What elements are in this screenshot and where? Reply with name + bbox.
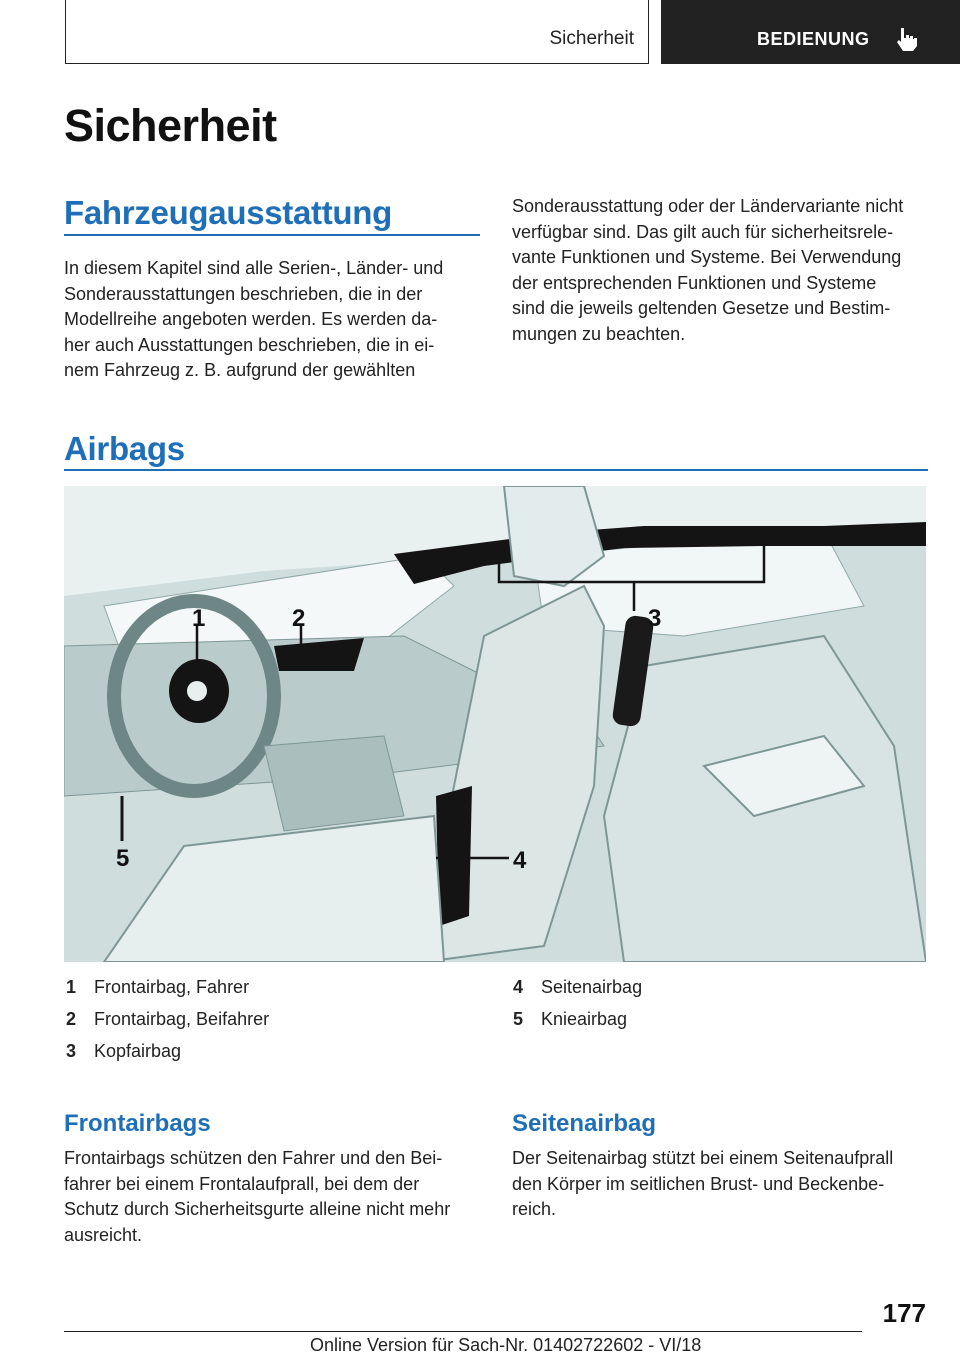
legend-number: 4 <box>513 977 524 997</box>
frontairbags-paragraph <box>64 1146 484 1248</box>
legend-text: Kopfairbag <box>94 1041 182 1061</box>
legend-text: Knieairbag <box>541 1009 628 1029</box>
section-heading-fahrzeugausstattung: Fahrzeugausstattung <box>64 194 392 231</box>
legend-item <box>513 1009 913 1041</box>
text-line: reich. <box>512 1199 557 1219</box>
text-line: mungen zu beachten. <box>512 323 686 344</box>
legend-item <box>66 1041 466 1073</box>
legend-number: 3 <box>66 1041 77 1061</box>
online-version-note: Online Version für Sach-Nr. 01402722602 - VI/18 <box>310 1335 702 1355</box>
airbag-illustration <box>64 486 926 962</box>
text-line: Schutz durch Sicherheitsgurte alleine nicht mehr <box>64 1199 451 1219</box>
intro-paragraph-right <box>512 194 932 347</box>
text-line: nem Fahrzeug z. B. aufgrund der gewählten <box>64 360 416 380</box>
callout-1: 1 <box>192 605 206 632</box>
legend-item <box>66 977 466 1009</box>
text-line: vante Funktionen und Systeme. Bei Verwendung <box>512 247 902 267</box>
legend-text: Frontairbag, Fahrer <box>94 977 250 997</box>
subheading-frontairbags: Frontairbags <box>64 1110 211 1137</box>
section-heading-airbags: Airbags <box>64 430 185 467</box>
legend-item <box>66 1009 466 1041</box>
footer-rule <box>64 1331 862 1332</box>
subheading-seitenairbag: Seitenairbag <box>512 1110 657 1137</box>
page-number: 177 <box>882 1298 926 1328</box>
intro-paragraph-left <box>64 256 480 384</box>
chapter-tab[interactable] <box>661 0 960 64</box>
legend-left <box>66 977 466 1073</box>
legend-right <box>513 977 913 1041</box>
text-line: sind die jeweils geltenden Gesetze und Bestim‐ <box>512 298 891 318</box>
callout-5: 5 <box>116 845 130 872</box>
legend-text: Frontairbag, Beifahrer <box>94 1009 270 1029</box>
hand-pointer-icon <box>895 26 919 52</box>
section-tab[interactable] <box>65 0 649 64</box>
text-line: Der Seitenairbag stützt bei einem Seitenaufprall <box>512 1148 894 1168</box>
section-rule <box>64 469 928 471</box>
legend-number: 1 <box>66 977 77 997</box>
text-line: her auch Ausstattungen beschrieben, die in ei‐ <box>64 334 435 355</box>
text-line: den Körper im seitlichen Brust- und Beckenbe‐ <box>512 1173 885 1194</box>
text-line: Frontairbags schützen den Fahrer und den Bei‐ <box>64 1148 443 1168</box>
callout-4: 4 <box>513 847 527 874</box>
legend-item <box>513 977 913 1009</box>
text-line: Sonderausstattungen beschrieben, die in der <box>64 283 423 304</box>
chapter-tab-label: BEDIENUNG <box>757 29 870 49</box>
text-line: fahrer bei einem Frontalaufprall, bei dem der <box>64 1173 420 1194</box>
text-line: Sonderausstattung oder der Ländervariante nicht <box>512 196 904 216</box>
callout-3: 3 <box>648 605 662 632</box>
text-line: verfügbar sind. Das gilt auch für sicherheitsrele‐ <box>512 221 894 242</box>
text-line: In diesem Kapitel sind alle Serien-, Länder- und <box>64 258 444 278</box>
text-line: ausreicht. <box>64 1224 143 1245</box>
seitenairbag-paragraph <box>512 1146 932 1223</box>
callout-2: 2 <box>292 605 306 632</box>
text-line: der entsprechenden Funktionen und Systeme <box>512 272 877 293</box>
text-line: Modellreihe angeboten werden. Es werden da‐ <box>64 309 438 329</box>
legend-text: Seitenairbag <box>541 977 643 997</box>
legend-number: 5 <box>513 1009 524 1029</box>
page-title: Sicherheit <box>64 100 277 151</box>
section-tab-label: Sicherheit <box>549 28 634 49</box>
section-rule <box>64 234 480 236</box>
legend-number: 2 <box>66 1009 77 1029</box>
